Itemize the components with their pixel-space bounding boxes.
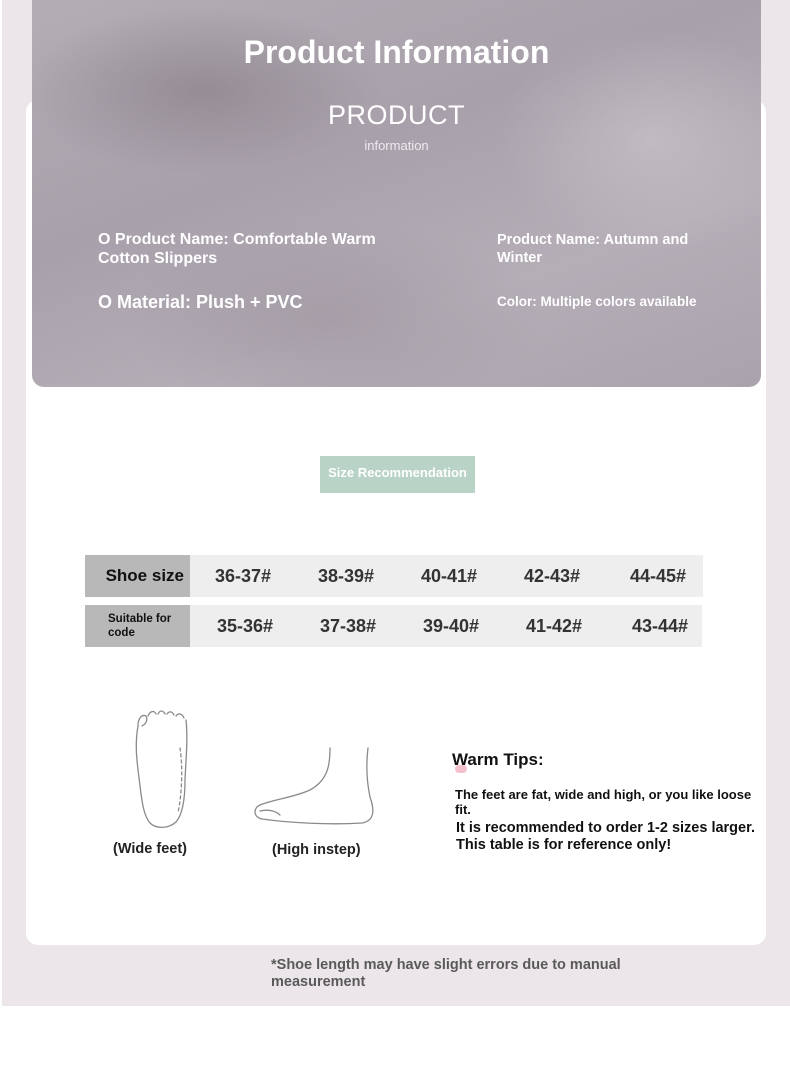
banner-subtitle: PRODUCT <box>328 100 465 130</box>
size-recommendation-button[interactable]: Size Recommendation <box>320 456 475 493</box>
page-title: Product Information <box>243 34 550 70</box>
tips-title: Warm Tips: <box>452 750 544 769</box>
high-instep-illustration <box>250 745 380 830</box>
product-season: Product Name: Autumn and Winter <box>497 232 689 266</box>
tips-text-recommend: It is recommended to order 1-2 sizes larger. This table is for reference only! <box>456 820 755 853</box>
size-table-cell: 41-42# <box>526 616 583 636</box>
size-table-cell: 35-36# <box>217 616 274 636</box>
size-table-cell: 39-40# <box>423 616 480 636</box>
high-instep-icon <box>250 745 380 830</box>
size-table-cell: 36-37# <box>215 566 272 586</box>
wide-feet-label: (Wide feet) <box>113 841 187 857</box>
measurement-note: *Shoe length may have slight errors due to manual measurement <box>271 957 621 990</box>
size-table-cell: 42-43# <box>524 566 581 586</box>
high-instep-label: (High instep) <box>272 842 361 858</box>
size-table-cell: 37-38# <box>320 616 377 636</box>
product-material: O Material: Plush + PVC <box>98 292 303 312</box>
size-table-cell: 44-45# <box>630 566 687 586</box>
size-table-cell: 38-39# <box>318 566 375 586</box>
banner-subtitle-small: information <box>364 138 429 153</box>
tips-text-fit: The feet are fat, wide and high, or you like loose fit. <box>455 787 752 817</box>
size-table-row-suitable <box>85 605 702 647</box>
size-table-row-label: Shoe size <box>85 555 190 597</box>
wide-foot-illustration <box>128 708 198 833</box>
size-table-row-label: Suitable for code <box>85 605 190 647</box>
product-info-banner <box>32 0 761 387</box>
wide-foot-icon <box>128 708 198 833</box>
product-color: Color: Multiple colors available <box>497 294 697 309</box>
size-table-row-shoe-size <box>85 555 703 597</box>
size-table-cell: 40-41# <box>421 566 478 586</box>
size-table-cell: 43-44# <box>632 616 689 636</box>
product-name: O Product Name: Comfortable Warm Cotton Slippers <box>98 231 376 267</box>
